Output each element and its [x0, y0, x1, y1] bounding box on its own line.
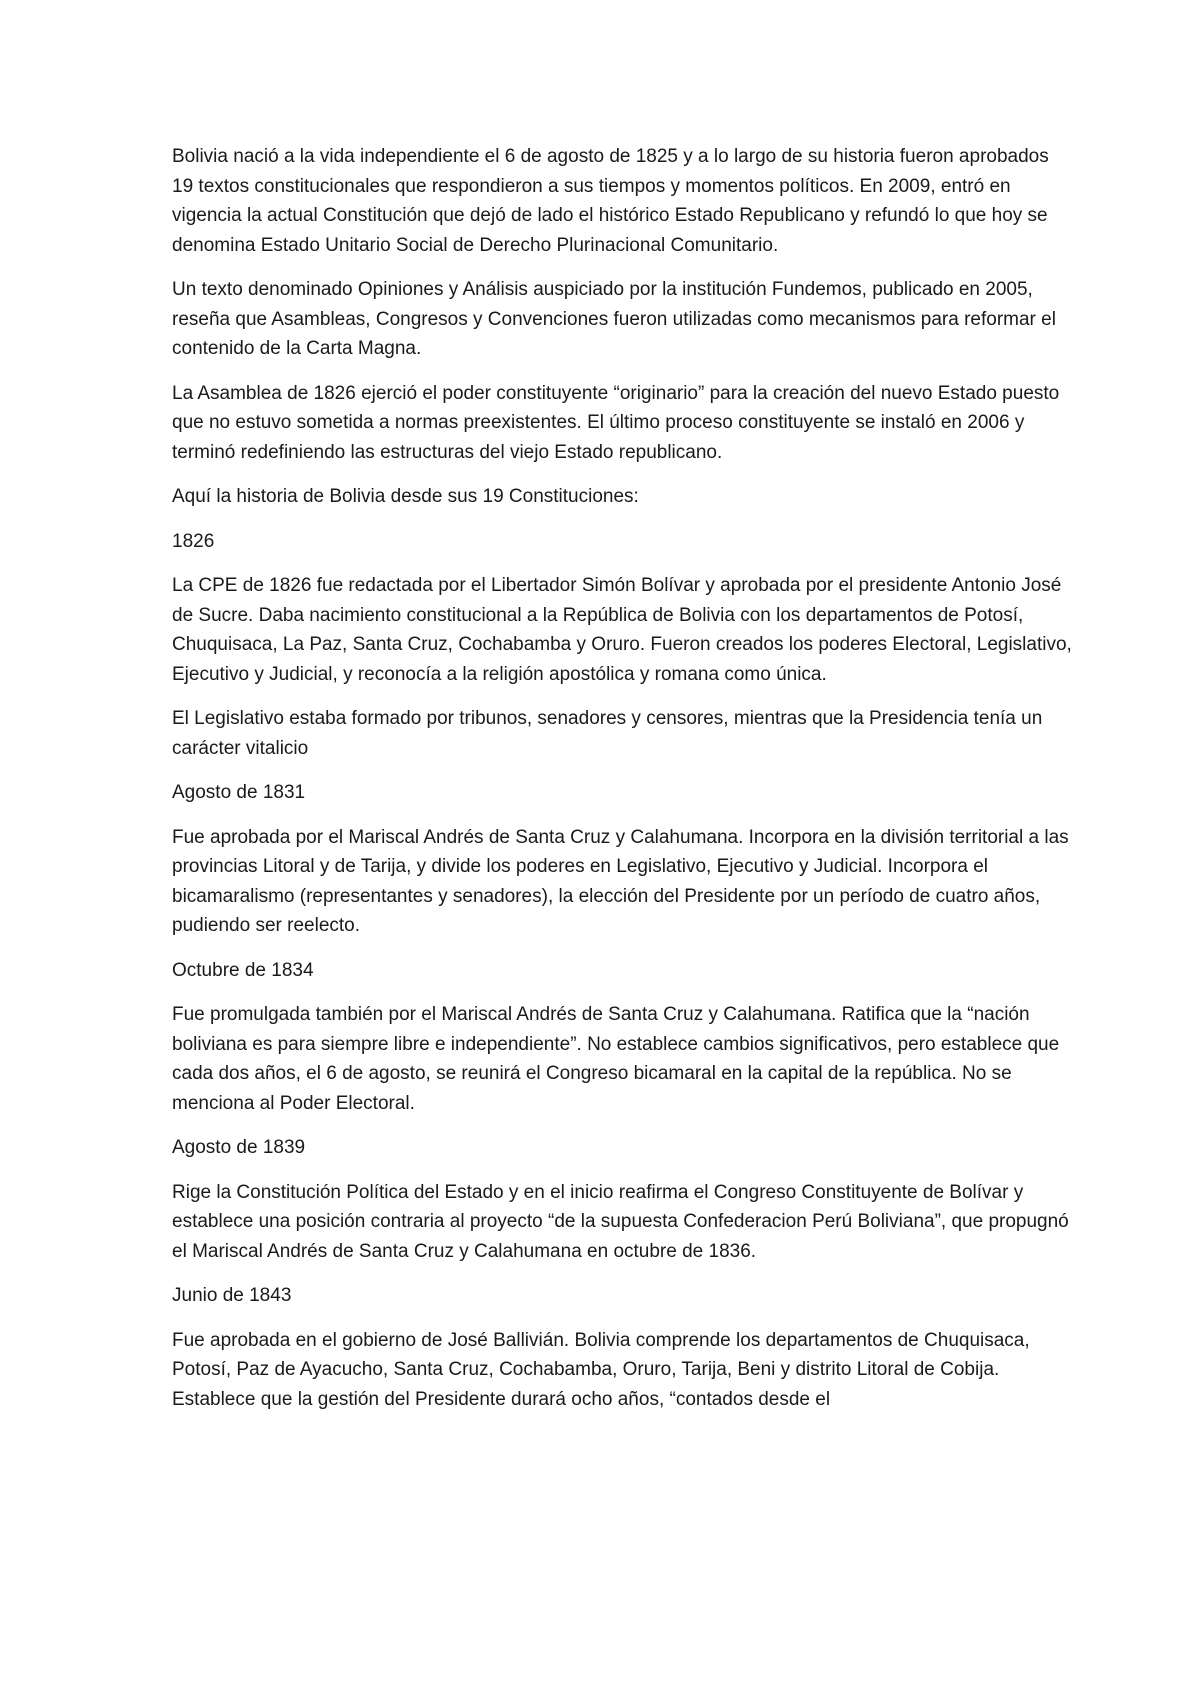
paragraph-intro: Bolivia nació a la vida independiente el 6 de agosto de 1825 y a lo largo de su historia fueron aprobados 19 textos constitucionales que respondieron a sus tiempos y momentos políticos. En 2009, entró en vigencia la actual Constitución que dejó de lado el histórico Estado Republicano y refundó lo que hoy se denomina Estado Unitario Social de Derecho Plurinacional Comunitario. [172, 146, 1049, 256]
paragraph-1826-legislativo: El Legislativo estaba formado por tribunos, senadores y censores, mientras que la Presidencia tenía un carácter vitalicio [172, 708, 1043, 759]
section-heading-1843: Junio de 1843 [172, 1285, 292, 1306]
paragraph-fundemos: Un texto denominado Opiniones y Análisis auspiciado por la institución Fundemos, publicado en 2005, reseña que Asambleas, Congresos y Convenciones fueron utilizadas como mecanismos para reformar el contenido de la Carta Magna. [172, 279, 1056, 359]
section-heading-1839: Agosto de 1839 [172, 1137, 306, 1158]
paragraph-history-intro: Aquí la historia de Bolivia desde sus 19 Constituciones: [172, 486, 639, 507]
document-body [172, 142, 1072, 1429]
paragraph-asamblea-1826: La Asamblea de 1826 ejerció el poder constituyente “originario” para la creación del nuevo Estado puesto que no estuvo sometida a normas preexistentes. El último proceso constituyente se instaló en 2006 y terminó redefiniendo las estructuras del viejo Estado republicano. [172, 382, 1060, 463]
paragraph-1843: Fue aprobada en el gobierno de José Ballivián. Bolivia comprende los departamentos de Chuquisaca, Potosí, Paz de Ayacucho, Santa Cruz, Cochabamba, Oruro, Tarija, Beni y distrito Litoral de Cobija. Establece que la gestión del Presidente durará ocho años, “contados desde el [172, 1329, 1030, 1410]
section-heading-1826: 1826 [172, 530, 215, 552]
section-heading-1834: Octubre de 1834 [172, 959, 314, 981]
paragraph-1834: Fue promulgada también por el Mariscal Andrés de Santa Cruz y Calahumana. Ratifica que la “nación boliviana es para siempre libre e independiente”. No establece cambios significativos, pero establece que cada dos años, el 6 de agosto, se reunirá el Congreso bicamaral en la capital de la república. No se menciona al Poder Electoral. [172, 1004, 1060, 1114]
paragraph-1831: Fue aprobada por el Mariscal Andrés de Santa Cruz y Calahumana. Incorpora en la división territorial a las provincias Litoral y de Tarija, y divide los poderes en Legislativo, Ejecutivo y Judicial. Incorpora el bicamaralismo (representantes y senadores), la elección del Presidente por un período de cuatro años, pudiendo ser reelecto. [172, 826, 1069, 936]
section-heading-1831: Agosto de 1831 [172, 782, 306, 803]
paragraph-1839: Rige la Constitución Política del Estado y en el inicio reafirma el Congreso Constituyente de Bolívar y establece una posición contraria al proyecto “de la supuesta Confederacion Perú Boliviana”, que propugnó el Mariscal Andrés de Santa Cruz y Calahumana en octubre de 1836. [172, 1181, 1069, 1262]
paragraph-1826-cpe: La CPE de 1826 fue redactada por el Libertador Simón Bolívar y aprobada por el presidente Antonio José de Sucre. Daba nacimiento constitucional a la República de Bolivia con los departamentos de Potosí, Chuquisaca, La Paz, Santa Cruz, Cochabamba y Oruro. Fueron creados los poderes Electoral, Legislativo, Ejecutivo y Judicial, y reconocía a la religión apostólica y romana como única. [172, 575, 1072, 685]
